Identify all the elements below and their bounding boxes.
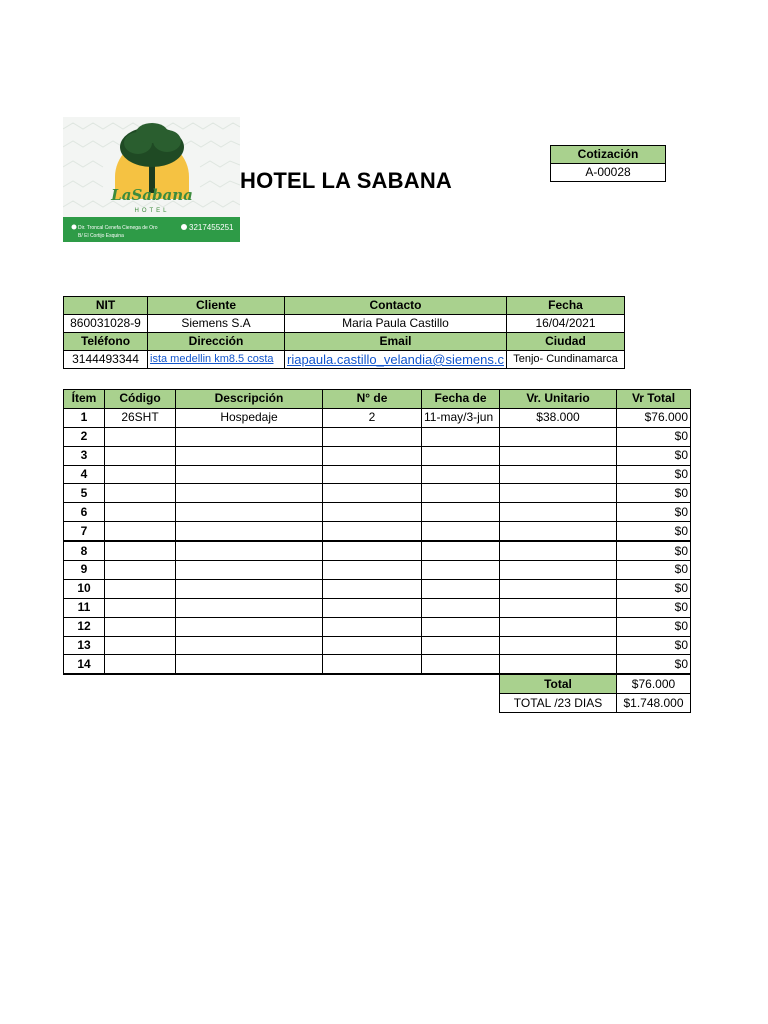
item-code	[105, 579, 176, 598]
item-number: 12	[64, 617, 105, 636]
item-unit-price	[500, 446, 617, 465]
header-cliente: Cliente	[148, 297, 285, 315]
item-unit-price: $38.000	[500, 408, 617, 427]
item-total: $0	[617, 561, 691, 580]
item-unit-price	[500, 579, 617, 598]
table-row	[64, 655, 691, 674]
item-code	[105, 427, 176, 446]
header-vr-total: Vr Total	[617, 390, 691, 409]
item-quantity	[323, 636, 422, 655]
item-number: 13	[64, 636, 105, 655]
table-row	[64, 522, 691, 541]
item-quantity	[323, 484, 422, 503]
value-contacto: Maria Paula Castillo	[285, 315, 507, 333]
item-total: $0	[617, 522, 691, 541]
value-nit: 860031028-9	[64, 315, 148, 333]
item-total: $0	[617, 427, 691, 446]
items-header-row	[64, 390, 691, 409]
item-code	[105, 465, 176, 484]
item-quantity	[323, 655, 422, 674]
header-nit: NIT	[64, 297, 148, 315]
total-row	[64, 674, 691, 693]
item-unit-price	[500, 541, 617, 560]
item-quantity	[323, 522, 422, 541]
client-value-row-2	[64, 351, 625, 369]
total-value: $76.000	[617, 674, 691, 693]
item-date	[422, 465, 500, 484]
item-total: $0	[617, 655, 691, 674]
table-row	[64, 598, 691, 617]
header-cantidad: N° de	[323, 390, 422, 409]
item-description: Hospedaje	[176, 408, 323, 427]
header-fecha: Fecha	[506, 297, 624, 315]
svg-text:HOTEL: HOTEL	[134, 208, 170, 214]
header-telefono: Teléfono	[64, 333, 148, 351]
item-description	[176, 655, 323, 674]
item-unit-price	[500, 465, 617, 484]
item-code	[105, 655, 176, 674]
item-quantity	[323, 617, 422, 636]
item-description	[176, 561, 323, 580]
header-item: Ítem	[64, 390, 105, 409]
item-total: $0	[617, 484, 691, 503]
svg-text:3217455251: 3217455251	[189, 223, 234, 232]
item-code	[105, 636, 176, 655]
item-code	[105, 561, 176, 580]
logo-graphic	[63, 117, 240, 242]
header-ciudad: Ciudad	[506, 333, 624, 351]
table-row	[64, 427, 691, 446]
item-description	[176, 522, 323, 541]
total-label: Total	[500, 674, 617, 693]
item-code	[105, 446, 176, 465]
item-total: $0	[617, 465, 691, 484]
item-description	[176, 541, 323, 560]
item-code	[105, 541, 176, 560]
client-header-row-2	[64, 333, 625, 351]
item-date	[422, 598, 500, 617]
header-email: Email	[285, 333, 507, 351]
item-number: 6	[64, 503, 105, 522]
item-quantity	[323, 465, 422, 484]
table-row	[64, 465, 691, 484]
svg-text:B/ El Cortijo Esquina: B/ El Cortijo Esquina	[78, 233, 124, 239]
item-description	[176, 484, 323, 503]
item-description	[176, 427, 323, 446]
item-date	[422, 522, 500, 541]
item-total: $0	[617, 598, 691, 617]
item-description	[176, 503, 323, 522]
table-row	[64, 408, 691, 427]
value-cliente: Siemens S.A	[148, 315, 285, 333]
item-quantity	[323, 561, 422, 580]
header-contacto: Contacto	[285, 297, 507, 315]
item-total: $0	[617, 541, 691, 560]
item-unit-price	[500, 655, 617, 674]
table-row	[64, 541, 691, 560]
item-date: 11-may/3-jun	[422, 408, 500, 427]
grand-total-label: TOTAL /23 DIAS	[500, 694, 617, 713]
item-code	[105, 522, 176, 541]
item-description	[176, 446, 323, 465]
hotel-logo	[63, 117, 240, 242]
client-value-row	[64, 315, 625, 333]
item-number: 8	[64, 541, 105, 560]
item-total: $0	[617, 636, 691, 655]
item-number: 3	[64, 446, 105, 465]
client-header-row	[64, 297, 625, 315]
item-quantity: 2	[323, 408, 422, 427]
header-descripcion: Descripción	[176, 390, 323, 409]
header-codigo: Código	[105, 390, 176, 409]
item-total: $0	[617, 446, 691, 465]
table-row	[64, 636, 691, 655]
hotel-title: HOTEL LA SABANA	[240, 168, 452, 193]
item-quantity	[323, 427, 422, 446]
item-number: 2	[64, 427, 105, 446]
svg-text:LaSabana: LaSabana	[111, 186, 193, 204]
item-code: 26SHT	[105, 408, 176, 427]
value-fecha: 16/04/2021	[506, 315, 624, 333]
item-unit-price	[500, 598, 617, 617]
table-row	[64, 561, 691, 580]
item-number: 14	[64, 655, 105, 674]
item-date	[422, 636, 500, 655]
item-number: 5	[64, 484, 105, 503]
item-code	[105, 484, 176, 503]
item-number: 10	[64, 579, 105, 598]
item-quantity	[323, 446, 422, 465]
item-date	[422, 484, 500, 503]
item-description	[176, 617, 323, 636]
item-unit-price	[500, 503, 617, 522]
item-description	[176, 636, 323, 655]
value-telefono: 3144493344	[64, 351, 148, 369]
item-number: 9	[64, 561, 105, 580]
item-unit-price	[500, 636, 617, 655]
quote-box	[550, 145, 666, 182]
item-number: 4	[64, 465, 105, 484]
item-date	[422, 427, 500, 446]
item-code	[105, 598, 176, 617]
item-quantity	[323, 598, 422, 617]
quote-number: A-00028	[551, 164, 666, 182]
header-direccion: Dirección	[148, 333, 285, 351]
item-date	[422, 579, 500, 598]
header-fecha-de: Fecha de	[422, 390, 500, 409]
grand-total-value: $1.748.000	[617, 694, 691, 713]
item-unit-price	[500, 522, 617, 541]
item-total: $0	[617, 503, 691, 522]
item-number: 11	[64, 598, 105, 617]
item-description	[176, 598, 323, 617]
client-info-table	[63, 296, 625, 369]
item-unit-price	[500, 561, 617, 580]
value-ciudad: Tenjo- Cundinamarca	[506, 351, 624, 369]
item-total: $0	[617, 579, 691, 598]
table-row	[64, 617, 691, 636]
item-date	[422, 617, 500, 636]
table-row	[64, 484, 691, 503]
value-email-link[interactable]: riapaula.castillo_velandia@siemens.c	[285, 351, 507, 369]
item-description	[176, 465, 323, 484]
item-quantity	[323, 579, 422, 598]
item-date	[422, 503, 500, 522]
value-direccion-link[interactable]: ista medellin km8.5 costa	[148, 351, 285, 369]
item-unit-price	[500, 427, 617, 446]
item-quantity	[323, 541, 422, 560]
item-quantity	[323, 503, 422, 522]
grand-total-row	[64, 694, 691, 713]
svg-text:Dir. Troncal Cenefa Cienega de: Dir. Troncal Cenefa Cienega de Oro	[78, 225, 158, 231]
item-total: $76.000	[617, 408, 691, 427]
item-date	[422, 541, 500, 560]
item-date	[422, 655, 500, 674]
table-row	[64, 446, 691, 465]
table-row	[64, 503, 691, 522]
item-date	[422, 561, 500, 580]
item-code	[105, 503, 176, 522]
item-code	[105, 617, 176, 636]
item-unit-price	[500, 617, 617, 636]
item-date	[422, 446, 500, 465]
items-table	[63, 389, 691, 713]
item-unit-price	[500, 484, 617, 503]
table-row	[64, 579, 691, 598]
item-total: $0	[617, 617, 691, 636]
quote-label: Cotización	[551, 146, 666, 164]
item-number: 1	[64, 408, 105, 427]
header-vr-unitario: Vr. Unitario	[500, 390, 617, 409]
item-description	[176, 579, 323, 598]
item-number: 7	[64, 522, 105, 541]
